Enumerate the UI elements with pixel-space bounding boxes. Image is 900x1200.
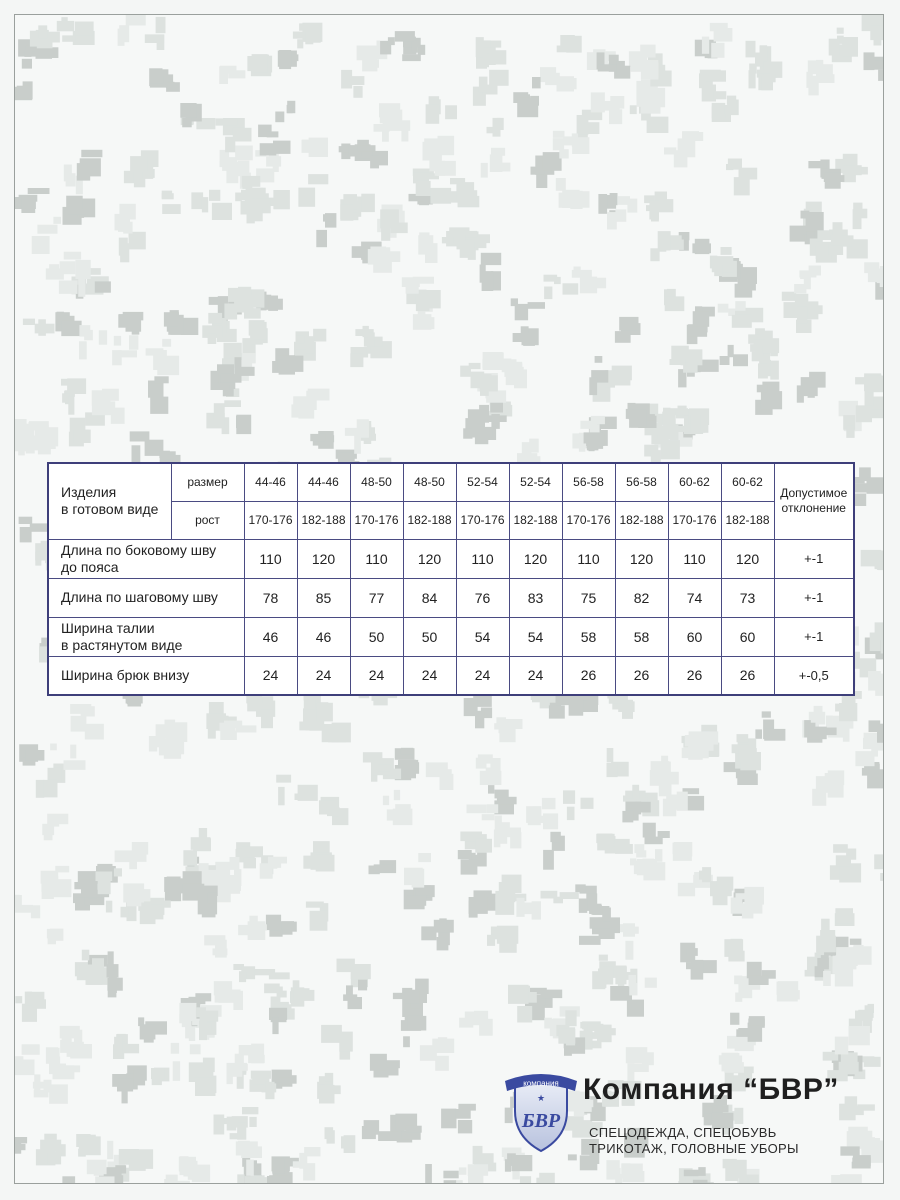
value-cell: 58: [562, 617, 615, 656]
value-cell: 24: [244, 656, 297, 695]
emblem-letters: БВР: [521, 1110, 561, 1132]
value-cell: 76: [456, 578, 509, 617]
value-cell: 73: [721, 578, 774, 617]
table-row: [48, 578, 854, 617]
value-cell: 82: [615, 578, 668, 617]
row-label: Ширина талии в растянутом виде: [48, 617, 244, 656]
svg-text:★: ★: [536, 1093, 546, 1103]
value-cell: 120: [509, 539, 562, 578]
size-cell: 48-50: [350, 463, 403, 501]
value-cell: 26: [562, 656, 615, 695]
size-cell: 60-62: [668, 463, 721, 501]
row-label: Длина по боковому шву до пояса: [48, 539, 244, 578]
value-cell: 60: [668, 617, 721, 656]
value-cell: 24: [456, 656, 509, 695]
header-product-label: Изделия в готовом виде: [48, 463, 171, 539]
value-cell: 110: [668, 539, 721, 578]
table-row: [48, 617, 854, 656]
value-cell: 26: [615, 656, 668, 695]
value-cell: 24: [350, 656, 403, 695]
tolerance-cell: +-1: [774, 617, 854, 656]
value-cell: 24: [297, 656, 350, 695]
tolerance-cell: +-1: [774, 539, 854, 578]
value-cell: 75: [562, 578, 615, 617]
value-cell: 24: [403, 656, 456, 695]
row-label: Длина по шаговому шву: [48, 578, 244, 617]
value-cell: 24: [509, 656, 562, 695]
value-cell: 110: [244, 539, 297, 578]
value-cell: 120: [403, 539, 456, 578]
height-cell: 170-176: [244, 501, 297, 539]
size-cell: 60-62: [721, 463, 774, 501]
value-cell: 58: [615, 617, 668, 656]
row-label: Ширина брюк внизу: [48, 656, 244, 695]
size-cell: 56-58: [615, 463, 668, 501]
value-cell: 26: [668, 656, 721, 695]
table-row: [48, 656, 854, 695]
size-cell: 44-46: [297, 463, 350, 501]
height-cell: 170-176: [456, 501, 509, 539]
value-cell: 74: [668, 578, 721, 617]
height-cell: 182-188: [615, 501, 668, 539]
value-cell: 54: [509, 617, 562, 656]
value-cell: 110: [350, 539, 403, 578]
emblem-ribbon-text: компания: [523, 1079, 559, 1088]
value-cell: 78: [244, 578, 297, 617]
size-cell: 48-50: [403, 463, 456, 501]
value-cell: 46: [297, 617, 350, 656]
shield-icon: [501, 1065, 581, 1155]
height-cell: 182-188: [297, 501, 350, 539]
value-cell: 85: [297, 578, 350, 617]
height-cell: 170-176: [668, 501, 721, 539]
size-cell: 52-54: [456, 463, 509, 501]
value-cell: 77: [350, 578, 403, 617]
value-cell: 60: [721, 617, 774, 656]
value-cell: 120: [615, 539, 668, 578]
table-row: [48, 539, 854, 578]
header-row-size: [48, 463, 854, 501]
value-cell: 50: [403, 617, 456, 656]
size-cell: 52-54: [509, 463, 562, 501]
value-cell: 83: [509, 578, 562, 617]
value-cell: 110: [456, 539, 509, 578]
value-cell: 120: [721, 539, 774, 578]
header-tolerance-label: Допустимое отклонение: [774, 463, 854, 539]
size-table-container: [47, 462, 853, 696]
height-cell: 170-176: [350, 501, 403, 539]
page-frame: [14, 14, 884, 1184]
header-size-label: размер: [171, 463, 244, 501]
value-cell: 50: [350, 617, 403, 656]
height-cell: 170-176: [562, 501, 615, 539]
height-cell: 182-188: [509, 501, 562, 539]
tolerance-cell: +-0,5: [774, 656, 854, 695]
company-logo-block: [501, 1065, 881, 1175]
tolerance-cell: +-1: [774, 578, 854, 617]
company-tagline-1: СПЕЦОДЕЖДА, СПЕЦОБУВЬ: [589, 1125, 777, 1140]
size-cell: 44-46: [244, 463, 297, 501]
height-cell: 182-188: [721, 501, 774, 539]
value-cell: 26: [721, 656, 774, 695]
size-table: [47, 462, 855, 696]
value-cell: 84: [403, 578, 456, 617]
size-cell: 56-58: [562, 463, 615, 501]
height-cell: 182-188: [403, 501, 456, 539]
company-title: Компания “БВР”: [583, 1073, 839, 1106]
header-height-label: рост: [171, 501, 244, 539]
value-cell: 110: [562, 539, 615, 578]
value-cell: 54: [456, 617, 509, 656]
value-cell: 46: [244, 617, 297, 656]
value-cell: 120: [297, 539, 350, 578]
company-tagline-2: ТРИКОТАЖ, ГОЛОВНЫЕ УБОРЫ: [589, 1141, 799, 1156]
